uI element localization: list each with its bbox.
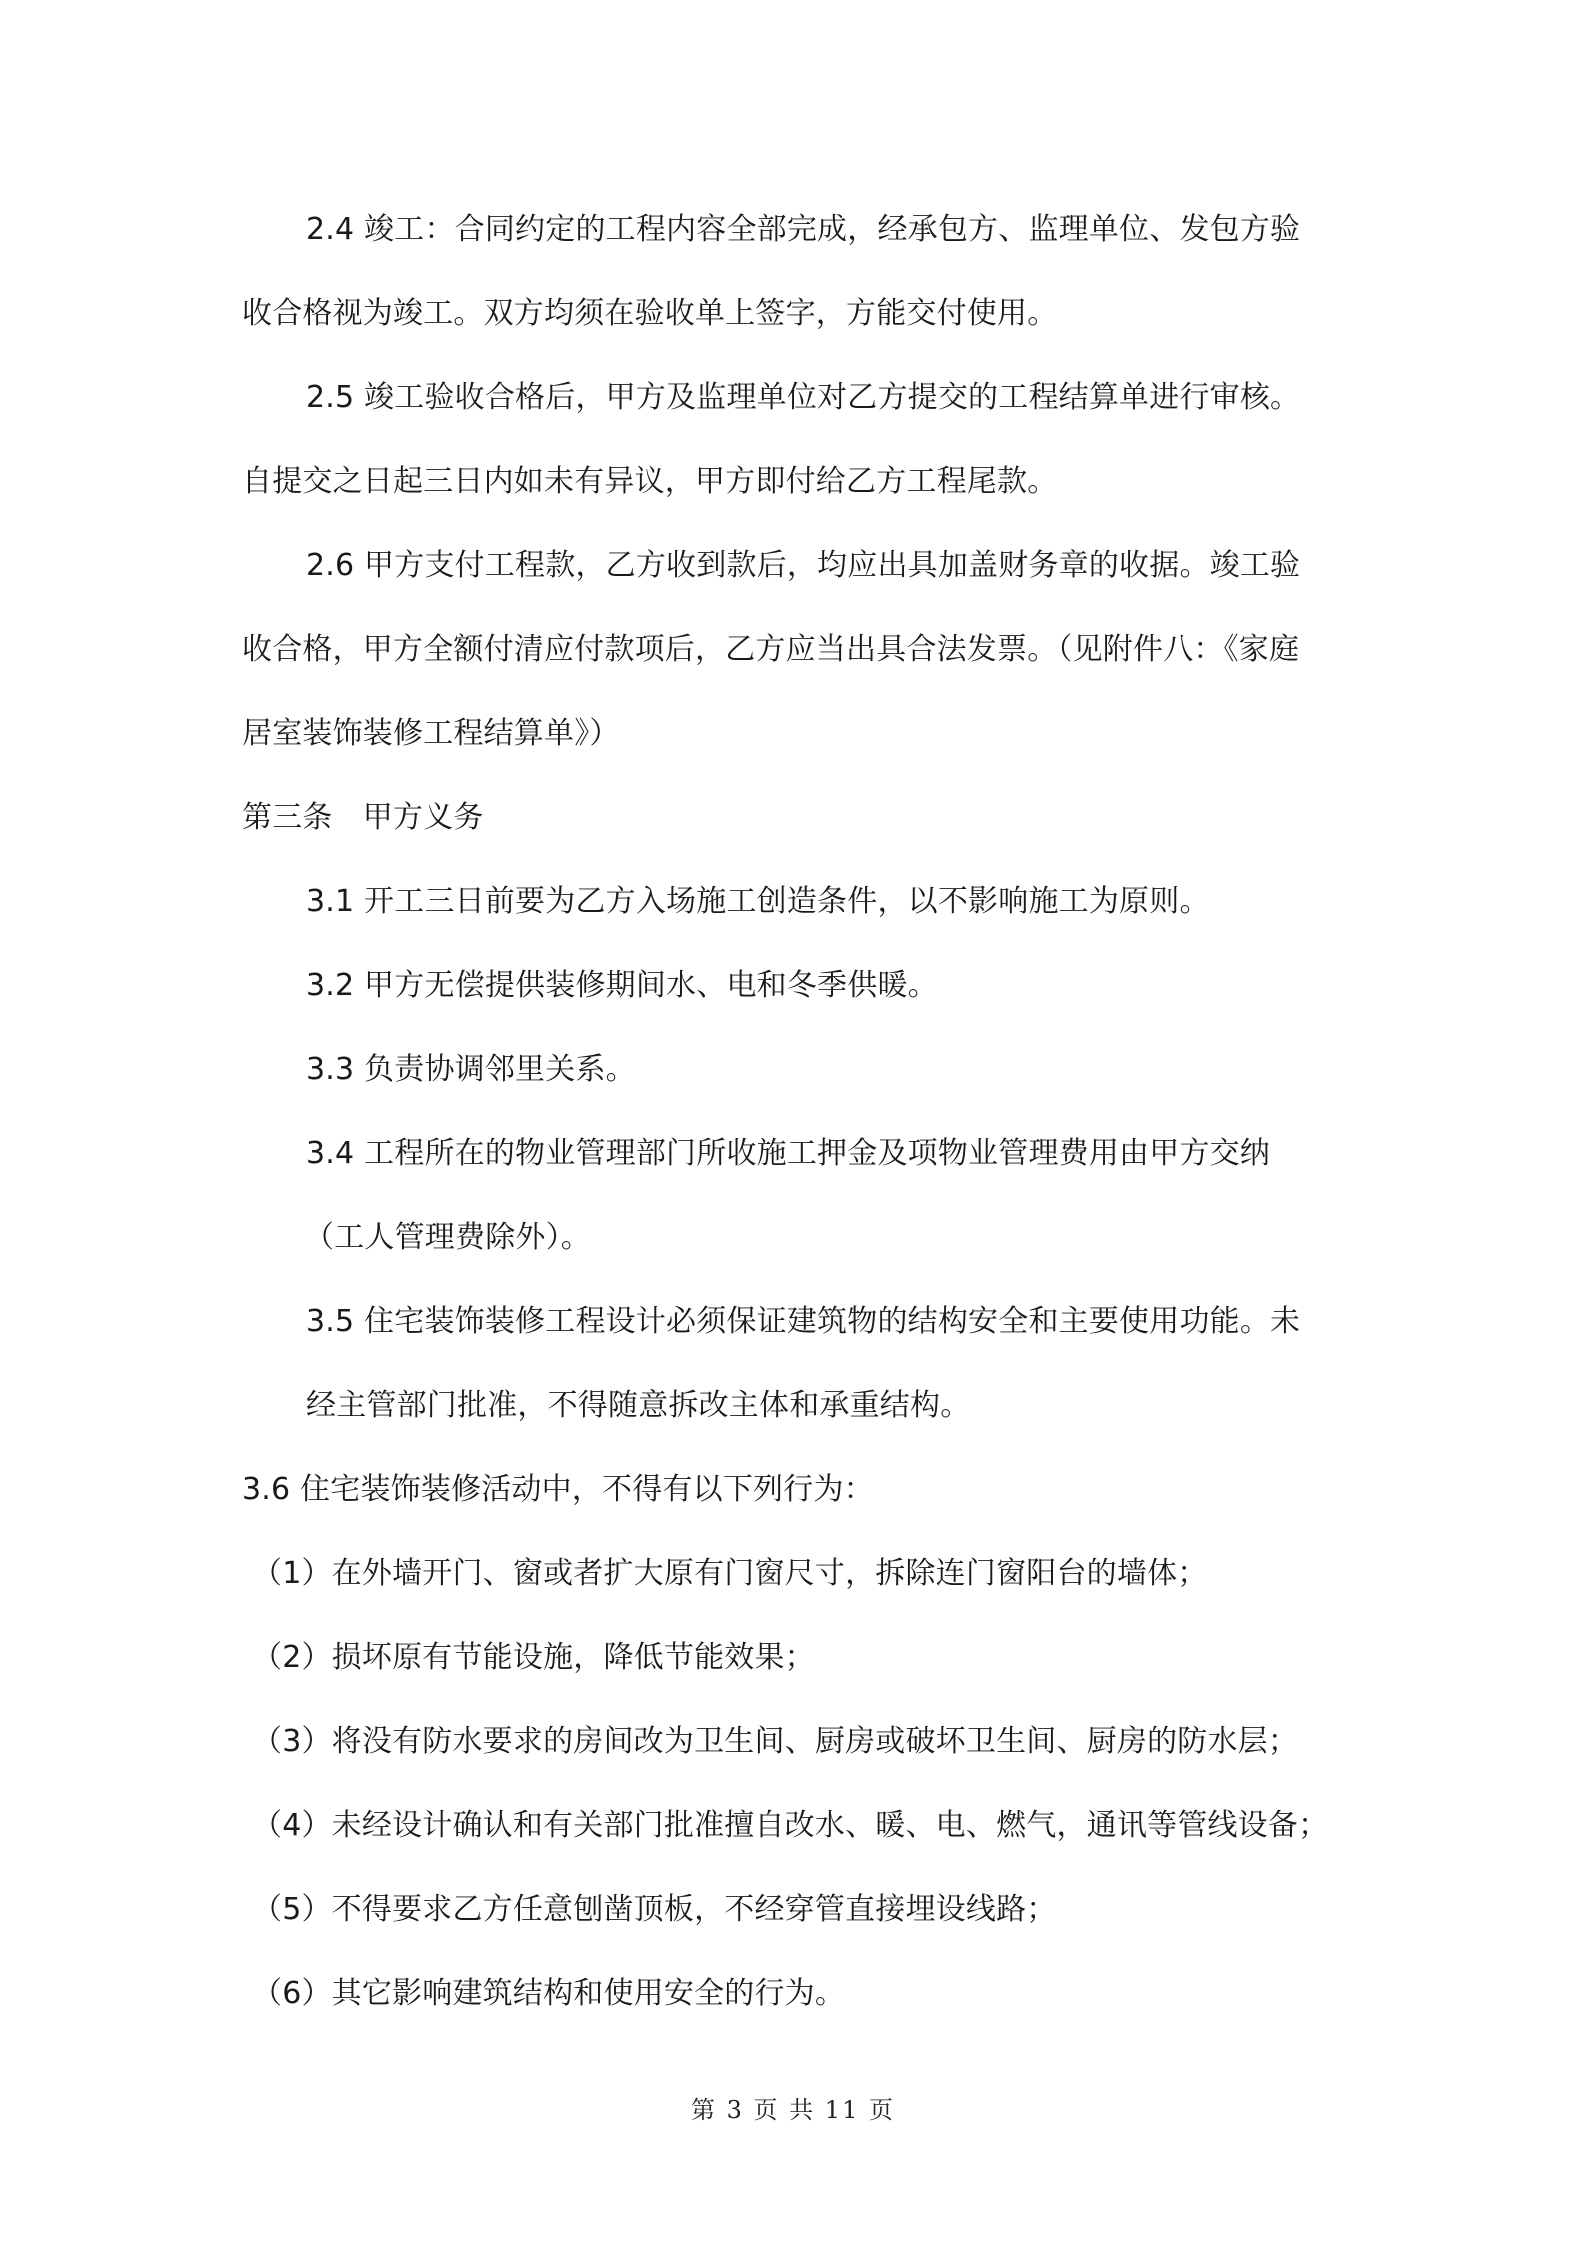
clause-2-6-line-1: 2.6 甲方支付工程款，乙方收到款后，均应出具加盖财务章的收据。竣工验 [306,548,1301,583]
article-3-heading: 第三条 甲方义务 [242,800,484,835]
clause-3-4-line-2: （工人管理费除外）。 [304,1220,591,1255]
clause-3-1: 3.1 开工三日前要为乙方入场施工创造条件，以不影响施工为原则。 [306,884,1210,919]
clause-3-2: 3.2 甲方无偿提供装修期间水、电和冬季供暖。 [306,968,938,1003]
list-item-2: （2）损坏原有节能设施，降低节能效果； [252,1640,815,1675]
page-number-footer: 第 3 页 共 11 页 [691,2096,895,2124]
list-item-3: （3）将没有防水要求的房间改为卫生间、厨房或破坏卫生间、厨房的防水层； [252,1724,1299,1759]
clause-2-5-line-1: 2.5 竣工验收合格后，甲方及监理单位对乙方提交的工程结算单进行审核。 [306,380,1301,415]
clause-2-5-line-2: 自提交之日起三日内如未有异议，甲方即付给乙方工程尾款。 [242,464,1058,499]
clause-2-6-line-2: 收合格，甲方全额付清应付款项后，乙方应当出具合法发票。（见附件八：《家庭 [242,632,1300,667]
clause-3-6: 3.6 住宅装饰装修活动中，不得有以下列行为： [242,1472,874,1507]
list-item-6: （6）其它影响建筑结构和使用安全的行为。 [252,1976,846,2011]
clause-3-3: 3.3 负责协调邻里关系。 [306,1052,636,1087]
clause-3-4-line-1: 3.4 工程所在的物业管理部门所收施工押金及项物业管理费用由甲方交纳 [306,1136,1271,1171]
clause-3-5-line-2: 经主管部门批准，不得随意拆改主体和承重结构。 [306,1388,971,1423]
list-item-4: （4）未经设计确认和有关部门批准擅自改水、暖、电、燃气，通讯等管线设备； [252,1808,1329,1843]
clause-2-4-line-1: 2.4 竣工：合同约定的工程内容全部完成，经承包方、监理单位、发包方验 [306,212,1301,247]
list-item-5: （5）不得要求乙方任意刨凿顶板，不经穿管直接埋设线路； [252,1892,1057,1927]
list-item-1: （1）在外墙开门、窗或者扩大原有门窗尺寸，拆除连门窗阳台的墙体； [252,1556,1208,1591]
clause-2-6-line-3: 居室装饰装修工程结算单》） [242,716,620,751]
clause-3-5-line-1: 3.5 住宅装饰装修工程设计必须保证建筑物的结构安全和主要使用功能。未 [306,1304,1301,1339]
clause-2-4-line-2: 收合格视为竣工。双方均须在验收单上签字，方能交付使用。 [242,296,1058,331]
